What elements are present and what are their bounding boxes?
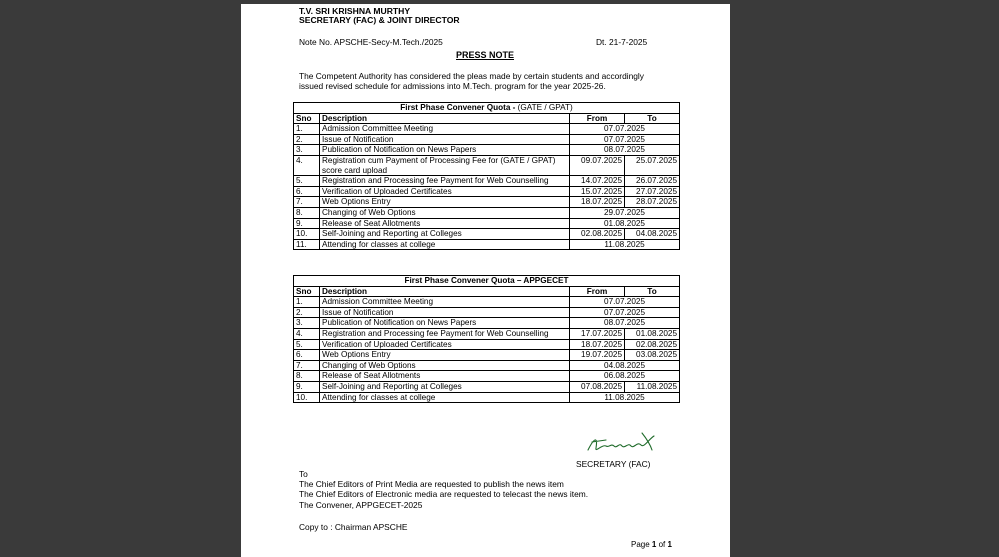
gate-gpat-schedule-table [293, 102, 680, 250]
row-description: Publication of Notification on News Papers [320, 145, 570, 156]
row-sno: 10. [294, 392, 320, 403]
row-description: Verification of Uploaded Certificates [320, 339, 570, 350]
row-date: 07.07.2025 [570, 124, 680, 135]
table-title-row [294, 103, 680, 114]
row-sno: 5. [294, 176, 320, 187]
row-description: Self-Joining and Reporting at Colleges [320, 381, 570, 392]
table-row [294, 297, 680, 308]
table-header-row [294, 286, 680, 297]
row-to-date: 02.08.2025 [625, 339, 680, 350]
recipient-line-2: The Chief Editors of Electronic media are requested to telecast the news item. [299, 489, 589, 499]
row-to-date: 11.08.2025 [625, 381, 680, 392]
row-date: 07.07.2025 [570, 307, 680, 318]
table-title-row [294, 276, 680, 287]
row-description: Attending for classes at college [320, 239, 570, 250]
table-row [294, 318, 680, 329]
row-description: Self-Joining and Reporting at Colleges [320, 229, 570, 240]
row-date: 08.07.2025 [570, 318, 680, 329]
row-description: Admission Committee Meeting [320, 297, 570, 308]
row-date: 29.07.2025 [570, 207, 680, 218]
signatory-title: SECRETARY (FAC) [576, 459, 651, 469]
document-page [241, 4, 730, 557]
row-sno: 2. [294, 307, 320, 318]
table-row [294, 392, 680, 403]
row-to-date: 03.08.2025 [625, 350, 680, 361]
row-from-date: 19.07.2025 [570, 350, 625, 361]
row-sno: 8. [294, 371, 320, 382]
table-row [294, 307, 680, 318]
row-sno: 11. [294, 239, 320, 250]
row-from-date: 09.07.2025 [570, 155, 625, 175]
row-description: Issue of Notification [320, 134, 570, 145]
note-number: Note No. APSCHE-Secy-M.Tech./2025 [299, 37, 443, 47]
row-date: 07.07.2025 [570, 134, 680, 145]
row-description: Changing of Web Options [320, 207, 570, 218]
page-number-footer: Page 1 of 1 [631, 540, 672, 549]
row-sno: 1. [294, 297, 320, 308]
table-header-row [294, 113, 680, 124]
column-header-sno: Sno [294, 113, 320, 124]
row-to-date: 28.07.2025 [625, 197, 680, 208]
column-header-from: From [570, 286, 625, 297]
appgecet-schedule-table [293, 275, 680, 403]
recipient-line-1: The Chief Editors of Print Media are requested to publish the news item [299, 479, 564, 489]
row-description: Release of Seat Allotments [320, 218, 570, 229]
row-date: 07.07.2025 [570, 297, 680, 308]
row-sno: 6. [294, 350, 320, 361]
row-description: Changing of Web Options [320, 360, 570, 371]
recipients-to: To [299, 469, 308, 479]
row-to-date: 27.07.2025 [625, 186, 680, 197]
row-date: 11.08.2025 [570, 239, 680, 250]
row-sno: 9. [294, 381, 320, 392]
row-from-date: 02.08.2025 [570, 229, 625, 240]
table-row [294, 145, 680, 156]
row-sno: 7. [294, 197, 320, 208]
column-header-to: To [625, 113, 680, 124]
row-description: Admission Committee Meeting [320, 124, 570, 135]
row-sno: 3. [294, 145, 320, 156]
row-sno: 6. [294, 186, 320, 197]
table-row [294, 124, 680, 135]
table-row [294, 371, 680, 382]
row-sno: 8. [294, 207, 320, 218]
row-description: Web Options Entry [320, 350, 570, 361]
row-sno: 4. [294, 328, 320, 339]
table-row [294, 339, 680, 350]
table-title: First Phase Convener Quota - (GATE / GPAT) [294, 103, 680, 114]
row-sno: 10. [294, 229, 320, 240]
row-sno: 5. [294, 339, 320, 350]
table-row [294, 134, 680, 145]
row-from-date: 17.07.2025 [570, 328, 625, 339]
press-note-heading: PRESS NOTE [456, 50, 515, 60]
table-row [294, 176, 680, 187]
table-row [294, 186, 680, 197]
column-header-to: To [625, 286, 680, 297]
table-row [294, 218, 680, 229]
column-header-from: From [570, 113, 625, 124]
table-row [294, 229, 680, 240]
row-date: 11.08.2025 [570, 392, 680, 403]
row-from-date: 18.07.2025 [570, 197, 625, 208]
table-row [294, 239, 680, 250]
handwritten-signature [584, 430, 658, 456]
row-sno: 1. [294, 124, 320, 135]
table-row [294, 350, 680, 361]
copy-to: Copy to : Chairman APSCHE [299, 522, 408, 532]
column-header-sno: Sno [294, 286, 320, 297]
intro-line-2: issued revised schedule for admissions into M.Tech. program for the year 2025-26. [299, 81, 606, 91]
row-description: Web Options Entry [320, 197, 570, 208]
row-description: Verification of Uploaded Certificates [320, 186, 570, 197]
row-to-date: 26.07.2025 [625, 176, 680, 187]
row-sno: 4. [294, 155, 320, 175]
row-date: 08.07.2025 [570, 145, 680, 156]
table-row [294, 197, 680, 208]
table-title: First Phase Convener Quota – APPGECET [294, 276, 680, 287]
row-from-date: 14.07.2025 [570, 176, 625, 187]
row-from-date: 07.08.2025 [570, 381, 625, 392]
row-description: Publication of Notification on News Papers [320, 318, 570, 329]
row-date: 04.08.2025 [570, 360, 680, 371]
row-description: Registration and Processing fee Payment for Web Counselling [320, 328, 570, 339]
column-header-description: Description [320, 113, 570, 124]
row-to-date: 04.08.2025 [625, 229, 680, 240]
officer-name: T.V. SRI KRISHNA MURTHY [299, 6, 411, 16]
row-description: Registration and Processing fee Payment for Web Counselling [320, 176, 570, 187]
row-sno: 9. [294, 218, 320, 229]
recipient-line-3: The Convener, APPGECET-2025 [299, 500, 423, 510]
officer-designation: SECRETARY (FAC) & JOINT DIRECTOR [299, 15, 460, 25]
row-to-date: 01.08.2025 [625, 328, 680, 339]
table-row [294, 381, 680, 392]
row-to-date: 25.07.2025 [625, 155, 680, 175]
row-sno: 2. [294, 134, 320, 145]
row-date: 01.08.2025 [570, 218, 680, 229]
row-from-date: 18.07.2025 [570, 339, 625, 350]
row-date: 06.08.2025 [570, 371, 680, 382]
row-description: Release of Seat Allotments [320, 371, 570, 382]
column-header-description: Description [320, 286, 570, 297]
row-description: Registration cum Payment of Processing Fee for (GATE / GPAT) score card upload [320, 155, 570, 175]
table-row [294, 155, 680, 175]
row-description: Attending for classes at college [320, 392, 570, 403]
row-sno: 3. [294, 318, 320, 329]
table-row [294, 360, 680, 371]
row-sno: 7. [294, 360, 320, 371]
table-row [294, 328, 680, 339]
row-from-date: 15.07.2025 [570, 186, 625, 197]
row-description: Issue of Notification [320, 307, 570, 318]
table-row [294, 207, 680, 218]
note-date: Dt. 21-7-2025 [596, 37, 648, 47]
intro-line-1: The Competent Authority has considered the pleas made by certain students and accordingly [299, 71, 644, 81]
